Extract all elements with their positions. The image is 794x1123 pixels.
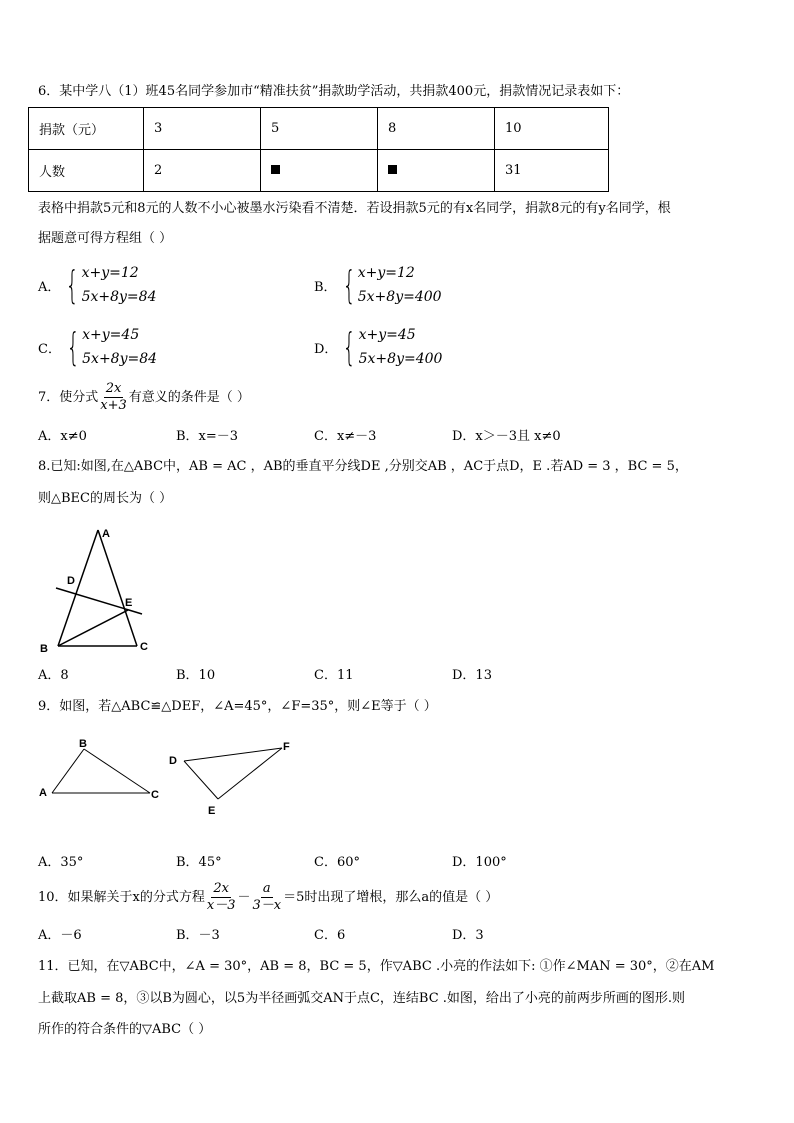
vertex-label-f: F (283, 741, 290, 753)
q9-option-a[interactable]: A．35° (38, 855, 84, 870)
q8-line2: 则△BEC的周长为（ ） (38, 491, 173, 506)
q7-option-c[interactable]: C．x≠－3 (314, 429, 377, 444)
q8-line1: 8.已知:如图,在△ABC中，AB = AC ，AB的垂直平分线DE ,分别交AB ，AC于点D，E .若AD = 3 ，BC = 5， (38, 459, 688, 474)
brace-icon: { (66, 325, 80, 369)
fraction (207, 881, 236, 914)
table-cell: 10 (495, 108, 609, 150)
equation: x+y=45 (82, 327, 140, 343)
q10-suffix: ＝5时出现了增根，那么a的值是（ ） (283, 889, 499, 905)
q6-text2: 据题意可得方程组（ ） (38, 231, 173, 246)
q9-option-c[interactable]: C．60° (314, 855, 360, 870)
fraction-numerator: a (262, 881, 271, 896)
q10-option-b[interactable]: B．－3 (176, 928, 220, 943)
table-cell: 31 (495, 150, 609, 192)
q9-triangles-figure (36, 732, 306, 822)
q7-option-b[interactable]: B．x=－3 (176, 429, 239, 444)
q8-option-b[interactable]: B．10 (176, 668, 216, 683)
equation: 5x+8y=84 (82, 351, 158, 367)
equation: x+y=45 (358, 327, 416, 343)
q8-triangle-figure (36, 520, 166, 660)
q10-option-c[interactable]: C．6 (314, 928, 346, 943)
table-cell: 3 (144, 108, 261, 150)
q6-text1: 表格中捐款5元和8元的人数不小心被墨水污染看不清楚．若设捐款5元的有x名同学，捐款8元的有y名同学，根 (38, 201, 671, 216)
ink-blot-cell (378, 150, 495, 192)
q9-stem: 9．如图，若△ABC≌△DEF，∠A=45°，∠F=35°，则∠E等于（ ） (38, 699, 437, 714)
q8-option-a[interactable]: A．8 (38, 668, 69, 683)
vertex-label-a: A (102, 528, 110, 540)
vertex-label-e: E (125, 597, 133, 609)
vertex-label-a: A (39, 787, 47, 799)
minus-sign: － (237, 889, 251, 905)
table-cell: 2 (144, 150, 261, 192)
table-cell: 人数 (29, 150, 144, 192)
brace-icon: { (65, 263, 80, 307)
q10-option-a[interactable]: A．－6 (38, 928, 82, 943)
q7-option-d[interactable]: D．x＞－3且 x≠0 (452, 429, 561, 444)
equation: x+y=12 (357, 265, 415, 281)
vertex-label-c: C (151, 789, 159, 801)
table-row (29, 108, 609, 150)
vertex-label-c: C (140, 641, 148, 653)
fraction-denominator: x+3 (100, 398, 127, 413)
fraction (253, 881, 282, 914)
vertex-label-b: B (40, 643, 48, 655)
equation: 5x+8y=400 (358, 351, 443, 367)
q8-option-c[interactable]: C．11 (314, 668, 354, 683)
table-cell: 捐款（元） (29, 108, 144, 150)
fraction (100, 381, 127, 414)
q11-line2: 上截取AB = 8，③以B为圆心，以5为半径画弧交AN于点C，连结BC .如图，给出了小亮的前两步所画的图形.则 (38, 991, 686, 1006)
q7-option-a[interactable]: A．x≠0 (38, 429, 87, 444)
q6-stem: 6．某中学八（1）班45名同学参加市“精准扶贫”捐款助学活动，共捐款400元，捐款情况记录表如下： (38, 84, 630, 99)
q11-line1: 11．已知，在▽ABC中，∠A = 30°，AB = 8，BC = 5，作▽ABC .小亮的作法如下: ①作∠MAN = 30°，②在AM (38, 959, 715, 974)
table-cell: 5 (261, 108, 378, 150)
donation-table (28, 107, 609, 192)
fraction-denominator: 3－x (252, 898, 282, 913)
vertex-label-e: E (208, 805, 216, 817)
q7-suffix: 有意义的条件是（ ） (128, 389, 250, 405)
table-row (29, 150, 609, 192)
ink-blot-cell (261, 150, 378, 192)
q8-option-d[interactable]: D．13 (452, 668, 492, 683)
option-label: D． (314, 341, 338, 357)
q9-option-b[interactable]: B．45° (176, 855, 222, 870)
ink-blot-icon (271, 165, 280, 174)
vertex-label-d: D (67, 575, 75, 587)
ink-blot-icon (388, 165, 397, 174)
equation: 5x+8y=400 (357, 289, 442, 305)
table-cell: 8 (378, 108, 495, 150)
q7-stem (38, 381, 250, 414)
q6-option-c[interactable] (38, 323, 157, 371)
vertex-label-b: B (79, 738, 87, 750)
brace-icon: { (342, 325, 357, 369)
vertex-label-d: D (169, 755, 177, 767)
q9-option-d[interactable]: D．100° (452, 855, 507, 870)
fraction-denominator: x－3 (206, 898, 236, 913)
option-label: B． (314, 279, 337, 295)
q6-option-a[interactable] (38, 261, 156, 309)
q6-option-d[interactable] (314, 323, 442, 371)
q6-option-b[interactable] (314, 261, 442, 309)
q10-stem (38, 881, 498, 914)
equation: x+y=12 (81, 265, 139, 281)
q7-prefix: 7．使分式 (38, 389, 99, 405)
brace-icon: { (342, 263, 356, 307)
equation: 5x+8y=84 (81, 289, 157, 305)
q10-option-d[interactable]: D．3 (452, 928, 484, 943)
option-label: A． (38, 279, 61, 295)
fraction-numerator: 2x (213, 881, 229, 896)
option-label: C． (38, 341, 61, 357)
fraction-numerator: 2x (105, 381, 122, 396)
q10-prefix: 10．如果解关于x的分式方程 (38, 889, 205, 905)
q11-line3: 所作的符合条件的▽ABC（ ） (38, 1022, 212, 1037)
